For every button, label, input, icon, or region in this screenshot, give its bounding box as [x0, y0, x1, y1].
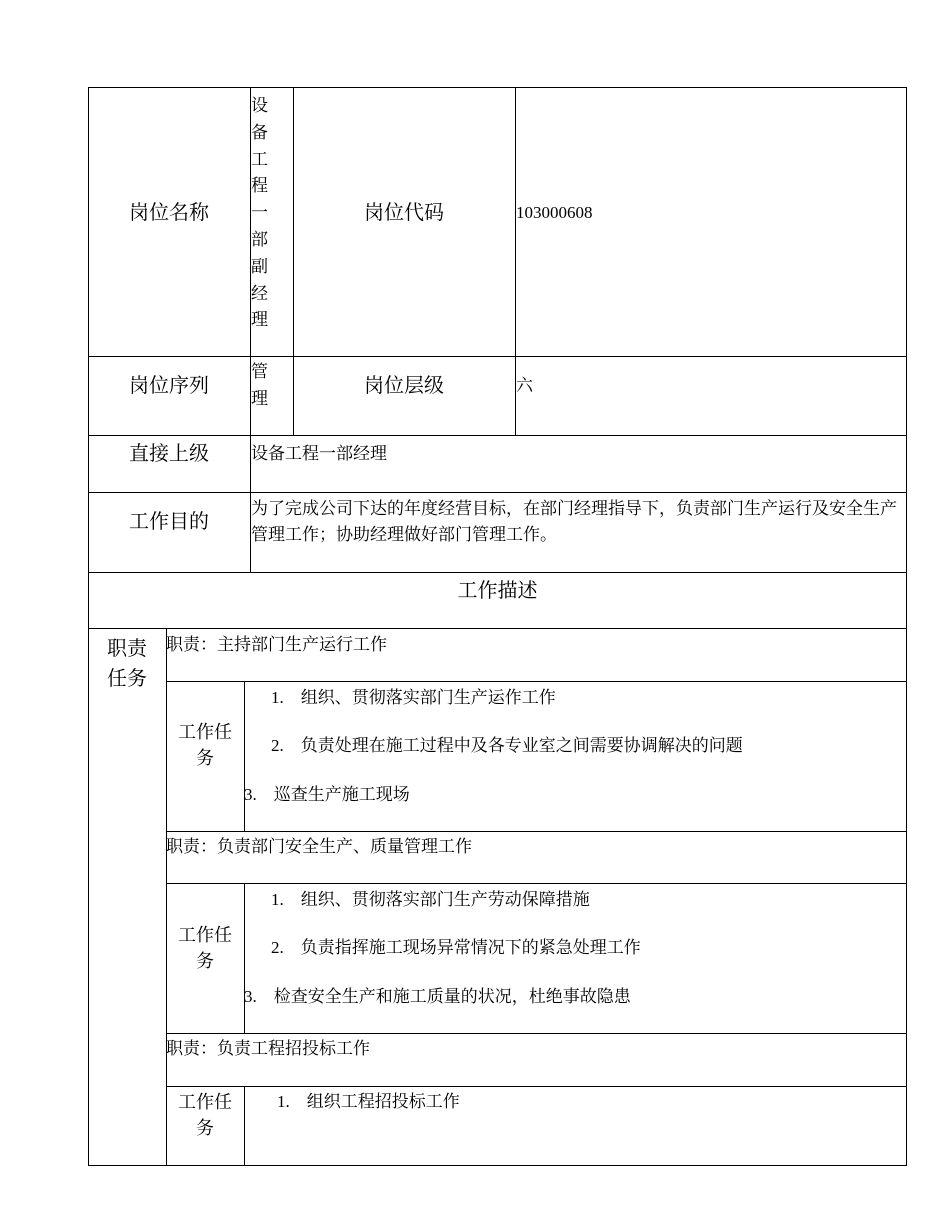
- task-item: 1. 组织工程招投标工作: [277, 1092, 460, 1111]
- position-sequence-label: 岗位序列: [129, 375, 209, 397]
- work-purpose-value: 为了完成公司下达的年度经营目标，在部门经理指导下，负责部门生产运行及安全生产管理工作；协助经理做好部门管理工作。: [251, 499, 897, 544]
- work-purpose-label: 工作目的: [129, 511, 209, 533]
- duty-task-label-line1: 职责: [107, 638, 147, 660]
- position-code-label: 岗位代码: [364, 202, 444, 224]
- position-level-label: 岗位层级: [364, 375, 444, 397]
- task-label: 工作任务: [178, 925, 232, 971]
- duty-title: 职责：负责工程招投标工作: [166, 1039, 370, 1058]
- task-item: 3. 检查安全生产和施工质量的状况，杜绝事故隐患: [244, 987, 631, 1006]
- duty-task-label: [88, 634, 166, 694]
- task-item: 2. 负责指挥施工现场异常情况下的紧急处理工作: [271, 938, 641, 957]
- task-item: 1. 组织、贯彻落实部门生产运作工作: [271, 688, 556, 707]
- duty-task-label-line2: 任务: [107, 668, 147, 690]
- duty-title: 职责：负责部门安全生产、质量管理工作: [166, 837, 472, 856]
- position-sequence-value: 管理: [251, 362, 268, 408]
- position-code-value: 103000608: [516, 203, 593, 222]
- position-name-value: 设备工程一部副经理: [251, 96, 268, 330]
- task-item: 2. 负责处理在施工过程中及各专业室之间需要协调解决的问题: [271, 736, 743, 755]
- position-level-value: 六: [516, 376, 533, 395]
- work-description-title: 工作描述: [457, 580, 538, 602]
- task-item: 3. 巡查生产施工现场: [244, 785, 410, 804]
- task-label: 工作任务: [178, 1092, 232, 1138]
- task-item: 1. 组织、贯彻落实部门生产劳动保障措施: [271, 890, 590, 909]
- task-label: 工作任务: [178, 722, 232, 768]
- position-name-label: 岗位名称: [129, 202, 209, 224]
- duty-title: 职责：主持部门生产运行工作: [166, 635, 387, 654]
- direct-superior-value: 设备工程一部经理: [251, 444, 387, 463]
- direct-superior-label: 直接上级: [129, 443, 209, 465]
